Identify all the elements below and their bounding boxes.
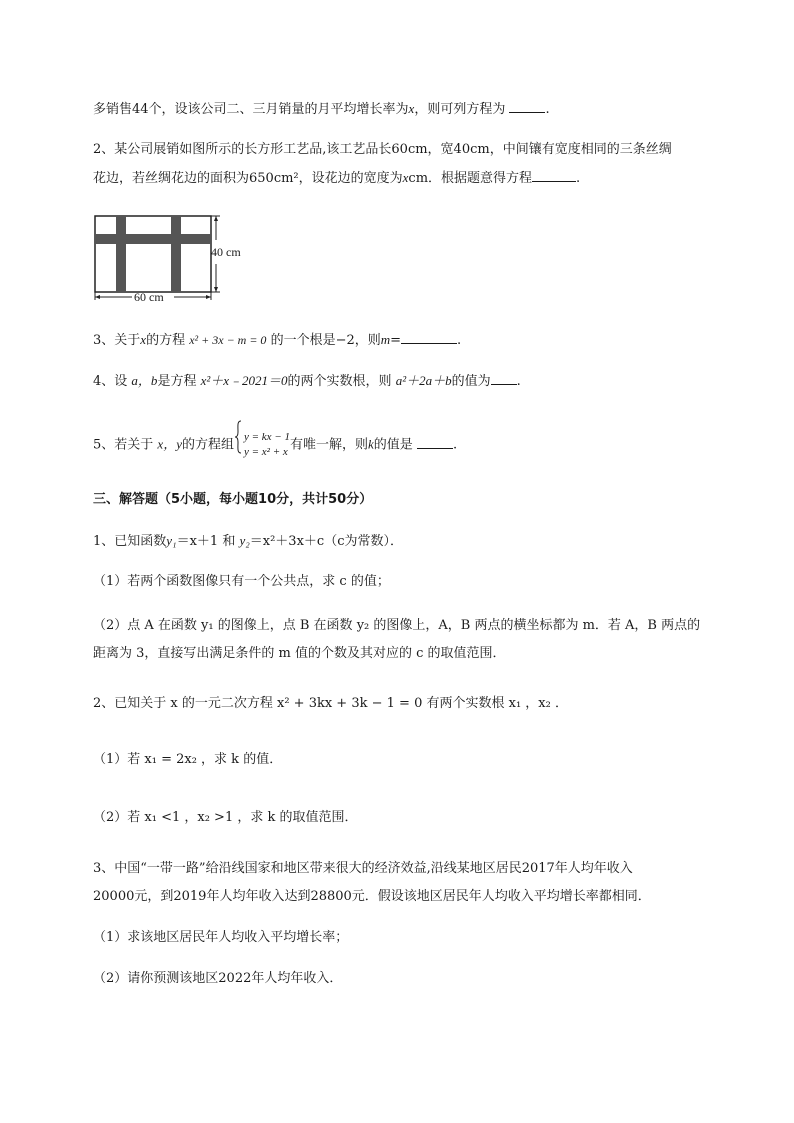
q3-line-2: 20000元，到2019年人均年收入达到28800元．假设该地区居民年人均收入平均增长率都相同．	[93, 889, 651, 904]
q2-title: 2、已知关于 x 的一元二次方程 x² + 3kx + 3k − 1 = 0 有两个实数根 x₁ ，x₂ ．	[93, 696, 568, 711]
text: 的方程	[146, 333, 186, 348]
text: cm．根据题意得方程	[408, 171, 533, 186]
problem-3: 3、关于x的方程 x² + 3x − m = 0 的一个根是−2，则m= .	[93, 332, 462, 348]
text: 的一个根是−2，则	[270, 333, 381, 348]
outer-rectangle	[95, 216, 211, 292]
text: ＝x＋1 和	[176, 534, 236, 549]
problem-2-line-1: 2、某公司展销如图所示的长方形工艺品,该工艺品长60cm，宽40cm，中间镶有宽度相同的三条丝绸	[93, 142, 672, 157]
section-heading: 三、解答题（5小题，每小题10分，共计50分）	[93, 492, 373, 507]
expression: a²＋2a＋b	[395, 373, 452, 388]
text: 4、设	[93, 374, 128, 389]
q3-line-1: 3、中国“一带一路”给沿线国家和地区带来很大的经济效益,沿线某地区居民2017年人均年收入	[93, 861, 633, 876]
answer-blank[interactable]	[401, 331, 457, 344]
text: 的方程组	[181, 437, 234, 453]
q1-part-2-line-2: 距离为 3，直接写出满足条件的 m 值的个数及其对应的 c 的取值范围．	[93, 646, 506, 661]
system-eq-1: y = kx − 1	[243, 431, 290, 443]
q1-part-1: （1）若两个函数图像只有一个公共点，求 c 的值；	[93, 574, 390, 589]
problem-2-line-2: 花边，若丝绸花边的面积为650cm²，设花边的宽度为xcm．根据题意得方程 .	[93, 170, 581, 186]
text: 的值为	[451, 374, 491, 389]
text: 的值是	[373, 437, 413, 453]
q2-part-2: （2）若 x₁ <1 ，x₂ >1 ，求 k 的取值范围．	[93, 810, 358, 825]
answer-blank[interactable]	[491, 372, 517, 385]
vertical-strip-left	[116, 216, 126, 292]
var-y2: y₂	[239, 533, 250, 548]
text: =	[390, 333, 402, 348]
equation: x²＋x﹣2021＝0	[200, 373, 288, 388]
var-x: x	[408, 101, 415, 116]
problem-4: 4、设 a，b是方程 x²＋x﹣2021＝0的两个实数根，则 a²＋2a＋b的值为 .	[93, 373, 521, 389]
horizontal-strip	[95, 234, 211, 244]
q3-part-2: （2）请你预测该地区2022年人均年收入．	[93, 971, 343, 986]
text: 有唯一解，则	[289, 437, 368, 453]
answer-blank[interactable]	[532, 169, 576, 182]
text: 5、若关于	[93, 437, 154, 453]
q3-part-1: （1）求该地区居民年人均收入平均增长率；	[93, 930, 349, 945]
equation: x² + 3x − m = 0	[189, 333, 267, 347]
vars-xy: x，y	[157, 436, 182, 452]
height-label: 40 cm	[211, 245, 241, 259]
q1-title	[93, 532, 403, 551]
answer-blank[interactable]	[509, 100, 545, 113]
var-x: x	[140, 332, 147, 347]
q1-part-2-line-1: （2）点 A 在函数 y₁ 的图像上，点 B 在函数 y₂ 的图像上，A，B 两点的横坐标都为 m．若 A，B 两点的	[93, 618, 701, 633]
system-eq-2: y = x² + x	[243, 446, 288, 458]
vars-ab: a，b	[131, 373, 158, 388]
var-x: x	[402, 170, 409, 185]
text: 花边，若丝绸花边的面积为650cm²，设花边的宽度为	[93, 171, 403, 186]
q2-part-1: （1）若 x₁ = 2x₂ ，求 k 的值．	[93, 752, 283, 767]
text: 的两个实数根，则	[287, 374, 392, 389]
var-k: k	[368, 436, 374, 452]
text: 多销售44个，设该公司二、三月销量的月平均增长率为	[93, 102, 409, 117]
problem-5: 5、若关于 x，y的方程组y = kx − 1 y = x² + x 有唯一解，则k的值是 .	[93, 420, 457, 460]
text: 3、关于	[93, 333, 141, 348]
answer-blank[interactable]	[417, 436, 453, 449]
problem-1-tail: 多销售44个，设该公司二、三月销量的月平均增长率为x，则可列方程为 .	[93, 101, 550, 117]
vertical-strip-right	[171, 216, 181, 292]
text: ＝x²＋3x＋c（c为常数）．	[249, 534, 403, 549]
var-y1: y₁	[166, 533, 177, 548]
craft-figure	[90, 208, 260, 308]
text: ，则可列方程为	[414, 102, 506, 117]
text: 1、已知函数	[93, 534, 167, 549]
width-label: 60 cm	[134, 290, 164, 304]
var-m: m	[380, 332, 391, 347]
equation-system	[242, 430, 290, 460]
text: 是方程	[157, 374, 197, 389]
system-brace	[234, 420, 242, 470]
